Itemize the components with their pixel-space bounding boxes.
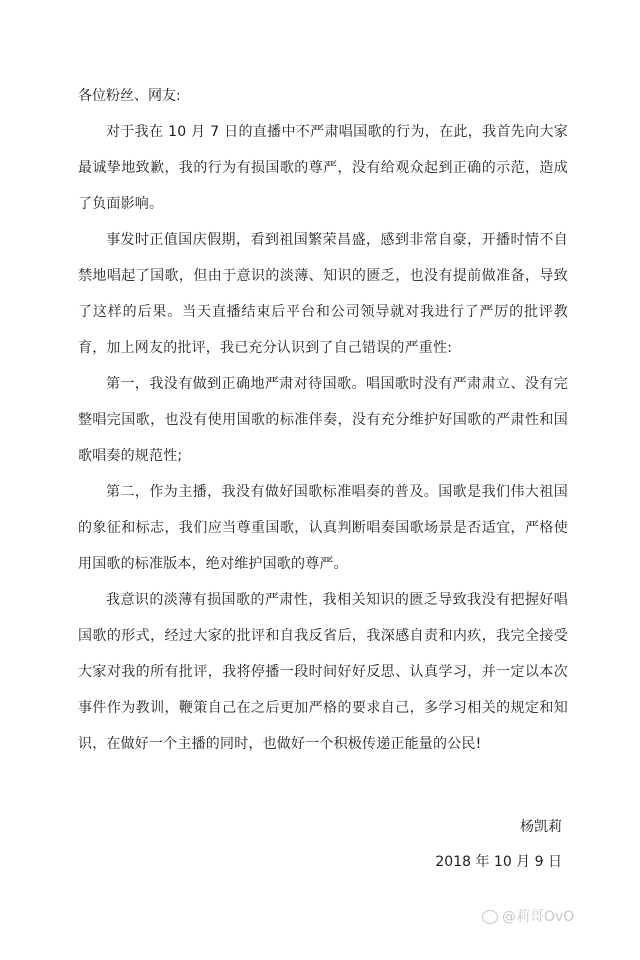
weibo-watermark [482,906,574,926]
signature-date: 2018 年 10 月 9 日 [435,854,562,870]
signature-name: 杨凯莉 [520,819,562,835]
greeting: 各位粉丝、网友: [78,88,181,104]
paragraph-point-one: 第一，我没有做到正确地严肃对待国歌。唱国歌时没有严肃肃立、没有完整唱完国歌，也没有使用国歌的标准伴奏，没有充分维护好国歌的严肃性和国歌唱奏的规范性; [78,376,568,464]
weibo-icon [482,910,498,924]
paragraph-conclusion: 我意识的淡薄有损国歌的严肃性，我相关知识的匮乏导致我没有把握好唱国歌的形式，经过大家的批评和自我反省后，我深感自责和内疚，我完全接受大家对我的所有批评，我将停播一段时间好好反思、认真学习，并一定以本次事件作为教训，鞭策自己在之后更加严格的要求自己，多学习相关的规定和知识，在做好一个主播的同时，也做好一个积极传递正能量的公民! [78,592,568,752]
letter-body [78,78,568,762]
paragraph-apology: 对于我在 10 月 7 日的直播中不严肃唱国歌的行为，在此，我首先向大家最诚挚地致歉，我的行为有损国歌的尊严，没有给观众起到正确的示范，造成了负面影响。 [78,124,568,212]
watermark-text: @莉哥OvO [502,909,575,925]
paragraph-background: 事发时正值国庆假期，看到祖国繁荣昌盛，感到非常自豪，开播时情不自禁地唱起了国歌，但由于意识的淡薄、知识的匮乏，也没有提前做准备，导致了这样的后果。当天直播结束后平台和公司领导就对我进行了严厉的批评教育，加上网友的批评，我已充分认识到了自己错误的严重性: [78,232,568,356]
paragraph-point-two: 第二，作为主播，我没有做好国歌标准唱奏的普及。国歌是我们伟大祖国的象征和标志，我们应当尊重国歌，认真判断唱奏国歌场景是否适宜，严格使用国歌的标准版本，绝对维护国歌的尊严。 [78,484,568,572]
